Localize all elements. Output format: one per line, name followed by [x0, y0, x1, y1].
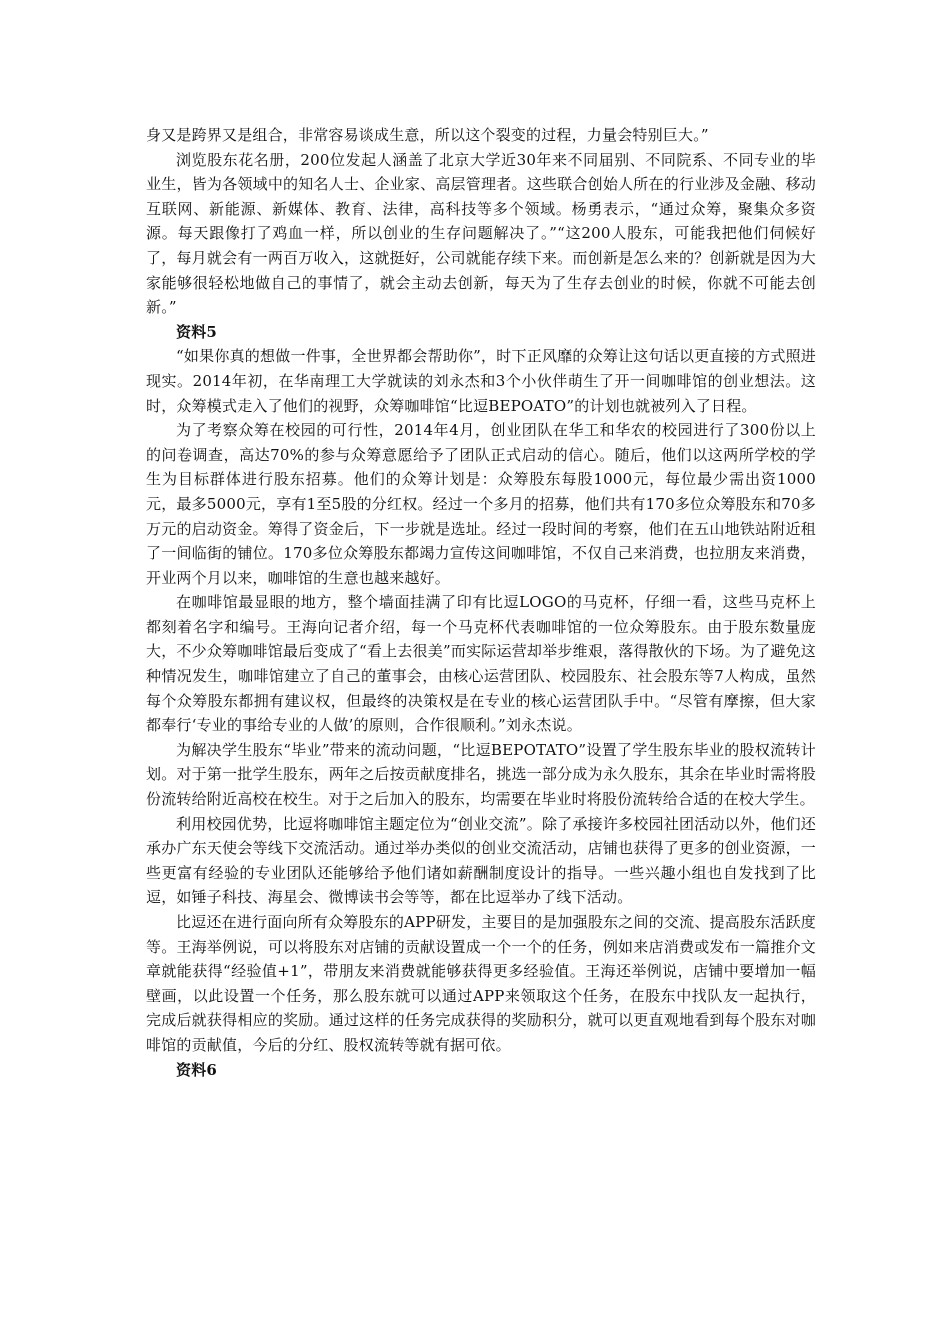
- paragraph-campus-survey: 为了考察众筹在校园的可行性，2014年4月，创业团队在华工和华农的校园进行了300份以上的问卷调查，高达70%的参与众筹意愿给予了团队正式启动的信心。随后，他们以这两所学校的学生为目标群体进行股东招募。他们的众筹计划是：众筹股东每股1000元，每位最少需出资1000元，最多5000元，享有1至5股的分红权。经过一个多月的招募，他们共有170多位众筹股东和70多万元的启动资金。筹得了资金后，下一步就是选址。经过一段时间的考察，他们在五山地铁站附近租了一间临街的铺位。170多位众筹股东都竭力宣传这间咖啡馆，不仅自己来消费，也拉朋友来消费，开业两个月以来，咖啡馆的生意也越来越好。: [146, 421, 816, 587]
- paragraph-mug-wall: 在咖啡馆最显眼的地方，整个墙面挂满了印有比逗LOGO的马克杯，仔细一看，这些马克杯上都刻着名字和编号。王海向记者介绍，每一个马克杯代表咖啡馆的一位众筹股东。由于股东数量庞大，不少众筹咖啡馆最后变成了“看上去很美”而实际运营却举步维艰，落得散伙的下场。为了避免这种情况发生，咖啡馆建立了自己的董事会，由核心运营团队、校园股东、社会股东等7人构成，虽然每个众筹股东都拥有建议权，但最终的决策权是在专业的核心运营团队手中。“尽管有摩擦，但大家都奉行‘专业的事给专业的人做’的原则，合作很顺利。”刘永杰说。: [146, 593, 816, 735]
- paragraph-equity-transfer: 为解决学生股东“毕业”带来的流动问题，“比逗BEPOTATO”设置了学生股东毕业的股权流转计划。对于第一批学生股东，两年之后按贡献度排名，挑选一部分成为永久股东，其余在毕业时需将股份流转给附近高校在校生。对于之后加入的股东，均需要在毕业时将股份流转给合适的在校大学生。: [146, 740, 816, 809]
- paragraph-startup-exchange: 利用校园优势，比逗将咖啡馆主题定位为“创业交流”。除了承接许多校园社团活动以外，他们还承办广东天使会等线下交流活动。通过举办类似的创业交流活动，店铺也获得了更多的创业资源，一些更富有经验的专业团队还能够给予他们诸如薪酬制度设计的指导。一些兴趣小组也自发找到了比逗，如锤子科技、海星会、微博读书会等等，都在比逗举办了线下活动。: [146, 814, 816, 907]
- section-heading-material-5: 资料5: [176, 322, 218, 341]
- paragraph-shareholder-roster: 浏览股东花名册，200位发起人涵盖了北京大学近30年来不同届别、不同院系、不同专业的毕业生，皆为各领域中的知名人士、企业家、高层管理者。这些联合创始人所在的行业涉及金融、移动互联网、新能源、新媒体、教育、法律，高科技等多个领域。杨勇表示，“通过众筹，聚集众多资源。每天跟像打了鸡血一样，所以创业的生存问题解决了。”“这200人股东，可能我把他们伺候好了，每月就会有一两百万收入，这就挺好，公司就能存续下来。而创新是怎么来的？创新就是因为大家能够很轻松地做自己的事情了，就会主动去创新，每天为了生存去创业的时候，你就不可能去创新。”: [146, 150, 816, 317]
- paragraph-continuation: 身又是跨界又是组合，非常容易谈成生意，所以这个裂变的过程，力量会特别巨大。”: [146, 126, 709, 144]
- document-body: [146, 123, 816, 1082]
- paragraph-crowdfunding-intro: “如果你真的想做一件事，全世界都会帮助你”，时下正风靡的众筹让这句话以更直接的方式照进现实。2014年初，在华南理工大学就读的刘永杰和3个小伙伴萌生了开一间咖啡馆的创业想法。这时，众筹模式走入了他们的视野，众筹咖啡馆“比逗BEPOATO”的计划也就被列入了日程。: [146, 347, 816, 415]
- section-heading-material-6: 资料6: [176, 1060, 218, 1079]
- paragraph-app-development: 比逗还在进行面向所有众筹股东的APP研发，主要目的是加强股东之间的交流、提高股东活跃度等。王海举例说，可以将股东对店铺的贡献设置成一个一个的任务，例如来店消费或发布一篇推介文章就能获得“经验值+1”，带朋友来消费就能够获得更多经验值。王海还举例说，店铺中要增加一幅壁画，以此设置一个任务，那么股东就可以通过APP来领取这个任务，在股东中找队友一起执行，完成后就获得相应的奖励。通过这样的任务完成获得的奖励积分，就可以更直观地看到每个股东对咖啡馆的贡献值，今后的分红、股权流转等就有据可依。: [146, 913, 816, 1054]
